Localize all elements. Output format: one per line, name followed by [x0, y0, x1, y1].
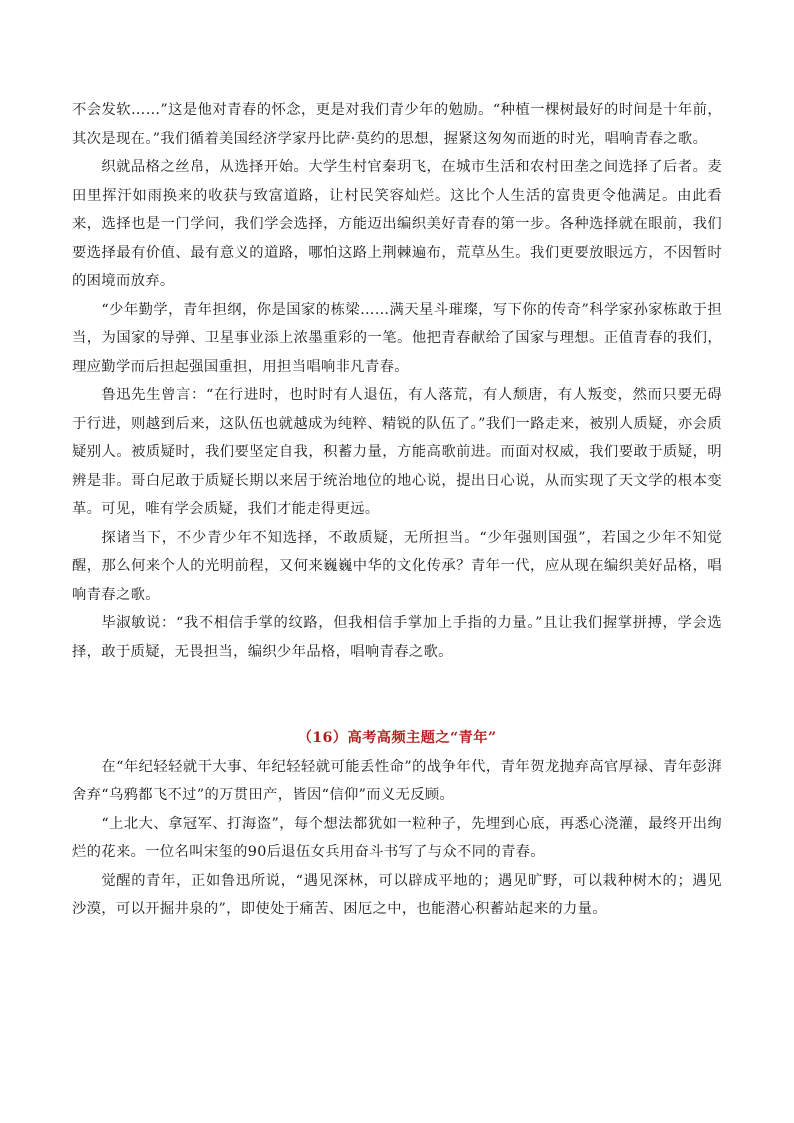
paragraph-6: 毕淑敏说：“我不相信手掌的纹路，但我相信手掌加上手指的力量。”且让我们握掌拼搏，学会选择，敢于质疑，无畏担当，编织少年品格，唱响青春之歌。 — [72, 615, 722, 660]
paragraph-1: 不会发软……”这是他对青春的怀念，更是对我们青少年的勉励。“种植一棵树最好的时间是十年前，其次是现在。”我们循着美国经济学家丹比萨·莫约的思想，握紧这匆匆而逝的时光，唱响青春之歌。 — [72, 102, 722, 147]
paragraph-4: 鲁迅先生曾言：“在行进时，也时时有人退伍，有人落荒，有人颓唐，有人叛变，然而只要无碍于行进，则越到后来，这队伍也就越成为纯粹、精锐的队伍了。”我们一路走来，被别人质疑，亦会质疑别人。被质疑时，我们要坚定自我，积蓄力量，方能高歌前进。而面对权威，我们要敢于质疑，明辨是非。哥白尼敢于质疑长期以来居于统治地位的地心说，提出日心说，从而实现了天文学的根本变革。可见，唯有学会质疑，我们才能走得更远。 — [72, 387, 722, 517]
paragraph-2: 织就品格之丝帛，从选择开始。大学生村官秦玥飞，在城市生活和农村田垄之间选择了后者。麦田里挥汗如雨换来的收获与致富道路，让村民笑容灿烂。这比个人生活的富贵更令他满足。由此看来，选择也是一门学问，我们学会选择，方能迈出编织美好青春的第一步。各种选择就在眼前，我们要选择最有价值、最有意义的道路，哪怕这路上荆棘遍布，荒草丛生。我们更要放眼远方，不因暂时的困境而放弃。 — [72, 159, 722, 289]
section-heading: （16）高考高频主题之“青年” — [297, 730, 497, 746]
document-page — [72, 96, 722, 924]
paragraph-7: 在“年纪轻轻就干大事、年纪轻轻就可能丢性命”的战争年代，青年贺龙抛弃高官厚禄、青年彭湃舍弃“乌鸦都飞不过”的万贯田产，皆因“信仰”而义无反顾。 — [72, 758, 722, 803]
paragraph-8: “上北大、拿冠军、打海盗”，每个想法都犹如一粒种子，先埋到心底，再悉心浇灌，最终开出绚烂的花来。一位名叫宋玺的90后退伍女兵用奋斗书写了与众不同的青春。 — [72, 815, 722, 860]
paragraph-5: 探诸当下，不少青少年不知选择，不敢质疑，无所担当。“少年强则国强”，若国之少年不知觉醒，那么何来个人的光明前程，又何来巍巍中华的文化传承？青年一代，应从现在编织美好品格，唱响青春之歌。 — [72, 529, 722, 603]
paragraph-9: 觉醒的青年，正如鲁迅所说，“遇见深林，可以辟成平地的；遇见旷野，可以栽种树木的；遇见沙漠，可以开掘井泉的”，即使处于痛苦、困厄之中，也能潜心积蓄站起来的力量。 — [72, 872, 722, 917]
section-spacer — [72, 666, 722, 724]
paragraph-3: “少年勤学，青年担纲，你是国家的栋梁……满天星斗璀璨，写下你的传奇”科学家孙家栋敢于担当，为国家的导弹、卫星事业添上浓墨重彩的一笔。他把青春献给了国家与理想。正值青春的我们，理应勤学而后担起强国重担，用担当唱响非凡青春。 — [72, 301, 722, 375]
